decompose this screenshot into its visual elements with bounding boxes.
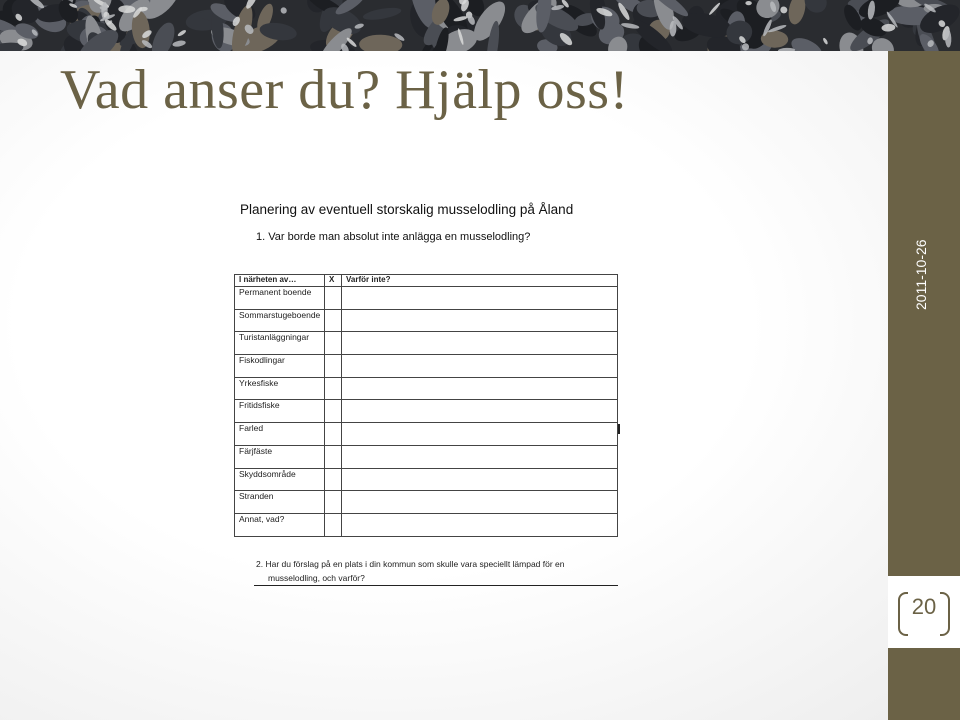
form-heading: Planering av eventuell storskalig musselodling på Åland	[240, 202, 574, 217]
row-reason-cell	[342, 355, 618, 378]
mussel-photo	[0, 0, 960, 51]
row-x-cell	[325, 309, 342, 332]
page-number: 20	[911, 594, 937, 619]
row-x-cell	[325, 423, 342, 446]
mussel-photo-banner	[0, 0, 960, 51]
table-row	[235, 423, 618, 446]
row-reason-cell	[342, 491, 618, 514]
table-edge-mark	[618, 424, 620, 434]
row-x-cell	[325, 377, 342, 400]
row-label: Farled	[235, 423, 325, 446]
row-x-cell	[325, 355, 342, 378]
row-reason-cell	[342, 468, 618, 491]
row-x-cell	[325, 468, 342, 491]
row-label: Sommarstugeboende	[235, 309, 325, 332]
row-reason-cell	[342, 309, 618, 332]
table-row	[235, 355, 618, 378]
table-row	[235, 468, 618, 491]
row-label: Skyddsområde	[235, 468, 325, 491]
table-row	[235, 332, 618, 355]
question-2	[256, 557, 586, 585]
row-label: Fritidsfiske	[235, 400, 325, 423]
column-header-near: I närheten av…	[235, 275, 325, 287]
table-row	[235, 491, 618, 514]
slide-title: Vad anser du? Hjälp oss!	[60, 59, 629, 121]
table-row	[235, 400, 618, 423]
row-reason-cell	[342, 377, 618, 400]
row-reason-cell	[342, 287, 618, 310]
table-header-row	[235, 275, 618, 287]
row-reason-cell	[342, 332, 618, 355]
row-x-cell	[325, 400, 342, 423]
question-2-line-2: musselodling, och varför?	[268, 573, 365, 583]
question-1: 1. Var borde man absolut inte anlägga en musselodling?	[256, 231, 531, 243]
date-text: 2011-10-26	[913, 239, 929, 310]
column-header-why-not: Varför inte?	[342, 275, 618, 287]
row-reason-cell	[342, 400, 618, 423]
table-row	[235, 513, 618, 536]
row-label: Turistanläggningar	[235, 332, 325, 355]
row-x-cell	[325, 513, 342, 536]
row-reason-cell	[342, 423, 618, 446]
row-label: Fiskodlingar	[235, 355, 325, 378]
row-x-cell	[325, 491, 342, 514]
row-x-cell	[325, 287, 342, 310]
row-label: Stranden	[235, 491, 325, 514]
page-number-box	[888, 576, 960, 648]
row-x-cell	[325, 332, 342, 355]
table-row	[235, 287, 618, 310]
table-row	[235, 377, 618, 400]
row-reason-cell	[342, 513, 618, 536]
survey-form-image	[234, 196, 624, 596]
question-2-line-1: 2. Har du förslag på en plats i din kommun som skulle vara speciellt lämpad för en	[256, 559, 565, 569]
row-label: Permanent boende	[235, 287, 325, 310]
row-x-cell	[325, 445, 342, 468]
table-row	[235, 445, 618, 468]
survey-table	[234, 274, 618, 537]
table-row	[235, 309, 618, 332]
column-header-x: X	[325, 275, 342, 287]
answer-line	[254, 585, 618, 586]
row-label: Annat, vad?	[235, 513, 325, 536]
row-reason-cell	[342, 445, 618, 468]
row-label: Yrkesfiske	[235, 377, 325, 400]
row-label: Färjfäste	[235, 445, 325, 468]
